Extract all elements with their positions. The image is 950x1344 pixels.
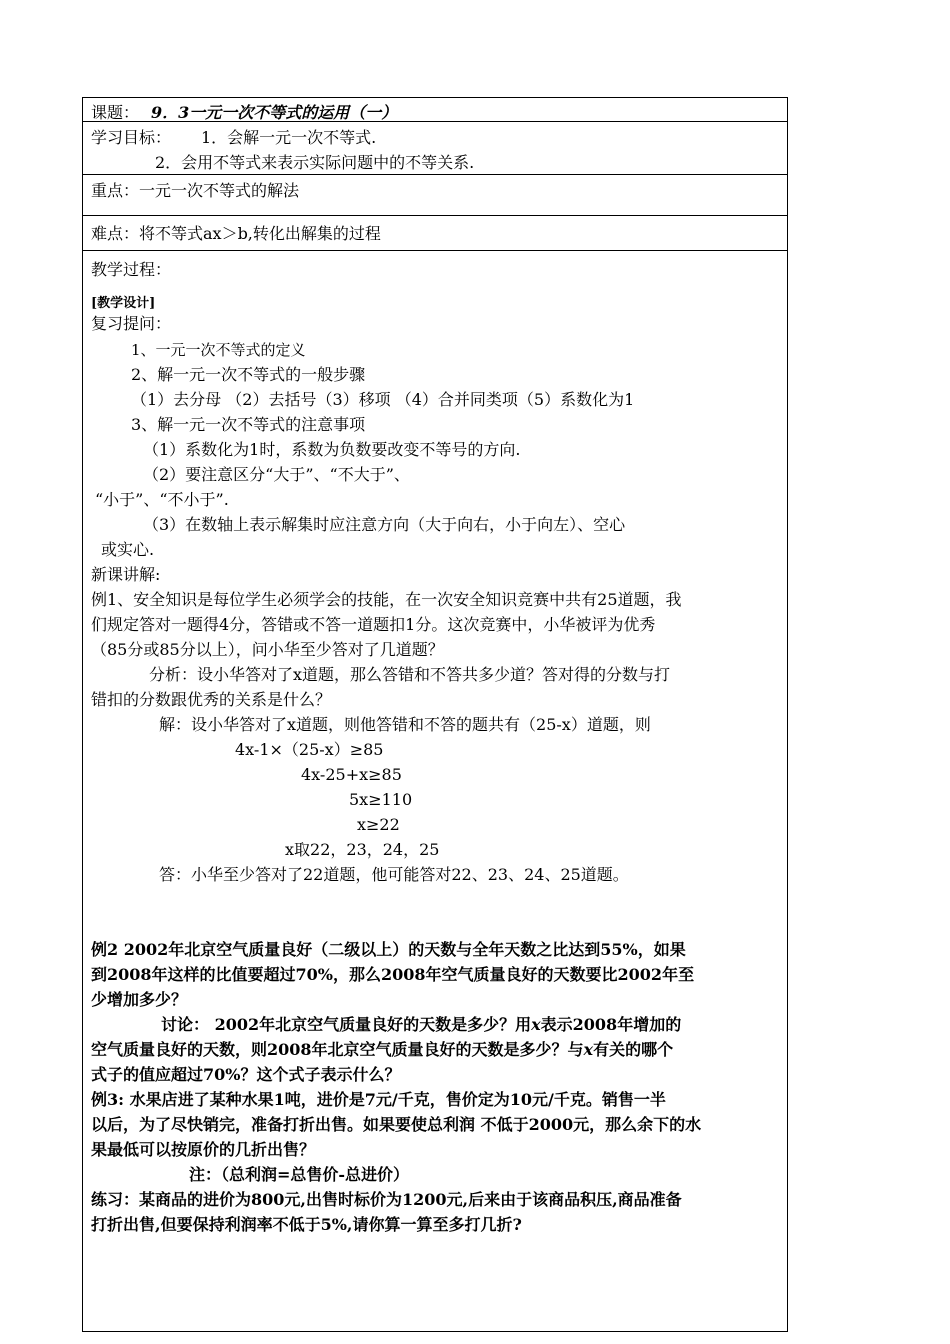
review-item-2: 2、解一元一次不等式的一般步骤 <box>131 365 366 384</box>
lesson-plan-table <box>82 97 788 1332</box>
discussion-text-2b: 有关的哪个 <box>593 1040 674 1059</box>
practice-line-1: 练习：某商品的进价为800元,出售时标价为1200元,后来由于该商品积压,商品准备 <box>91 1190 682 1209</box>
design-heading: [教学设计] <box>91 296 156 311</box>
discussion-text-1a: 讨论： 2002年北京空气质量良好的天数是多少？用 <box>161 1015 532 1034</box>
process-row <box>82 250 788 1332</box>
discussion-text-1b: 表示2008年增加的 <box>540 1015 682 1034</box>
difficulty-row <box>82 215 788 250</box>
equation-2: 4x-25+x≥85 <box>301 765 402 784</box>
discussion-line-3: 式子的值应超过70%？这个式子表示什么？ <box>91 1065 401 1084</box>
review-heading: 复习提问： <box>91 314 172 333</box>
example-3-line-3: 果最低可以按原价的几折出售？ <box>91 1140 316 1159</box>
review-item-3: 3、解一元一次不等式的注意事项 <box>131 415 366 434</box>
variable-x: x <box>531 1015 541 1034</box>
example-1-line-1: 例1、安全知识是每位学生必须学会的技能，在一次安全知识竞赛中共有25道题，我 <box>91 590 682 609</box>
equation-1: 4x-1×（25-x）≥85 <box>235 740 384 759</box>
equation-5: x取22，23，24，25 <box>285 840 440 859</box>
example-3-line-1: 例3: 水果店进了某种水果1吨，进价是7元/千克，售价定为10元/千克。销售一半 <box>91 1090 666 1109</box>
solution-intro: 解：设小华答对了x道题，则他答错和不答的题共有（25-x）道题，则 <box>159 715 651 734</box>
difficulty: 难点：将不等式ax＞b,转化出解集的过程 <box>91 224 381 243</box>
review-item-1: 1、一元一次不等式的定义 <box>131 341 306 359</box>
review-item-3-2b: “小于”、“不小于”. <box>95 490 229 509</box>
lesson-title: 9．3一元一次不等式的运用（一） <box>151 103 398 122</box>
discussion-line-2 <box>91 1040 673 1060</box>
process-heading: 教学过程： <box>91 260 172 279</box>
review-item-3-2a: （2）要注意区分“大于”、“不大于”、 <box>143 465 410 484</box>
example-2-line-2: 到2008年这样的比值要超过70%，那么2008年空气质量良好的天数要比2002年至 <box>91 965 695 984</box>
variable-x: x <box>583 1040 594 1059</box>
example-1-line-3: （85分或85分以上），问小华至少答对了几道题？ <box>91 640 444 659</box>
goal-2: 2．会用不等式来表示实际问题中的不等关系. <box>155 153 475 172</box>
new-lesson-heading: 新课讲解: <box>91 565 161 584</box>
discussion-line-1 <box>161 1015 681 1035</box>
review-item-3-3a: （3）在数轴上表示解集时应注意方向（大于向右，小于向左）、空心 <box>143 515 626 534</box>
example-3-line-2: 以后，为了尽快销完，准备打折出售。如果要使总利润 不低于2000元，那么余下的水 <box>91 1115 702 1134</box>
equation-3: 5x≥110 <box>349 790 413 809</box>
title-row <box>82 97 788 121</box>
goals-row <box>82 121 788 174</box>
answer-line: 答：小华至少答对了22道题，他可能答对22、23、24、25道题。 <box>159 865 629 884</box>
title-label: 课题： <box>91 103 140 122</box>
analysis-line-2: 错扣的分数跟优秀的关系是什么？ <box>91 690 332 709</box>
goals-label: 学习目标： <box>91 128 172 147</box>
key-point-row <box>82 174 788 215</box>
example-2-line-3: 少增加多少？ <box>91 990 188 1009</box>
note-line: 注：（总利润=总售价-总进价） <box>189 1165 410 1184</box>
discussion-text-2a: 空气质量良好的天数，则2008年北京空气质量良好的天数是多少？与 <box>91 1040 584 1059</box>
goal-1: 1．会解一元一次不等式. <box>201 128 377 147</box>
analysis-line-1: 分析：设小华答对了x道题，那么答错和不答共多少道？答对得的分数与打 <box>149 665 671 684</box>
example-1-line-2: 们规定答对一题得4分，答错或不答一道题扣1分。这次竞赛中，小华被评为优秀 <box>91 615 656 634</box>
review-item-2-steps: （1）去分母 （2）去括号（3）移项 （4）合并同类项（5）系数化为1 <box>131 390 635 409</box>
practice-line-2: 打折出售,但要保持利润率不低于5%,请你算一算至多打几折? <box>91 1215 522 1234</box>
review-item-3-3b: 或实心. <box>101 540 155 559</box>
review-item-3-1: （1）系数化为1时，系数为负数要改变不等号的方向. <box>143 440 521 459</box>
example-2-line-1: 例2 2002年北京空气质量良好（二级以上）的天数与全年天数之比达到55%，如果 <box>91 940 686 959</box>
equation-4: x≥22 <box>357 815 400 834</box>
key-point: 重点：一元一次不等式的解法 <box>91 181 300 200</box>
